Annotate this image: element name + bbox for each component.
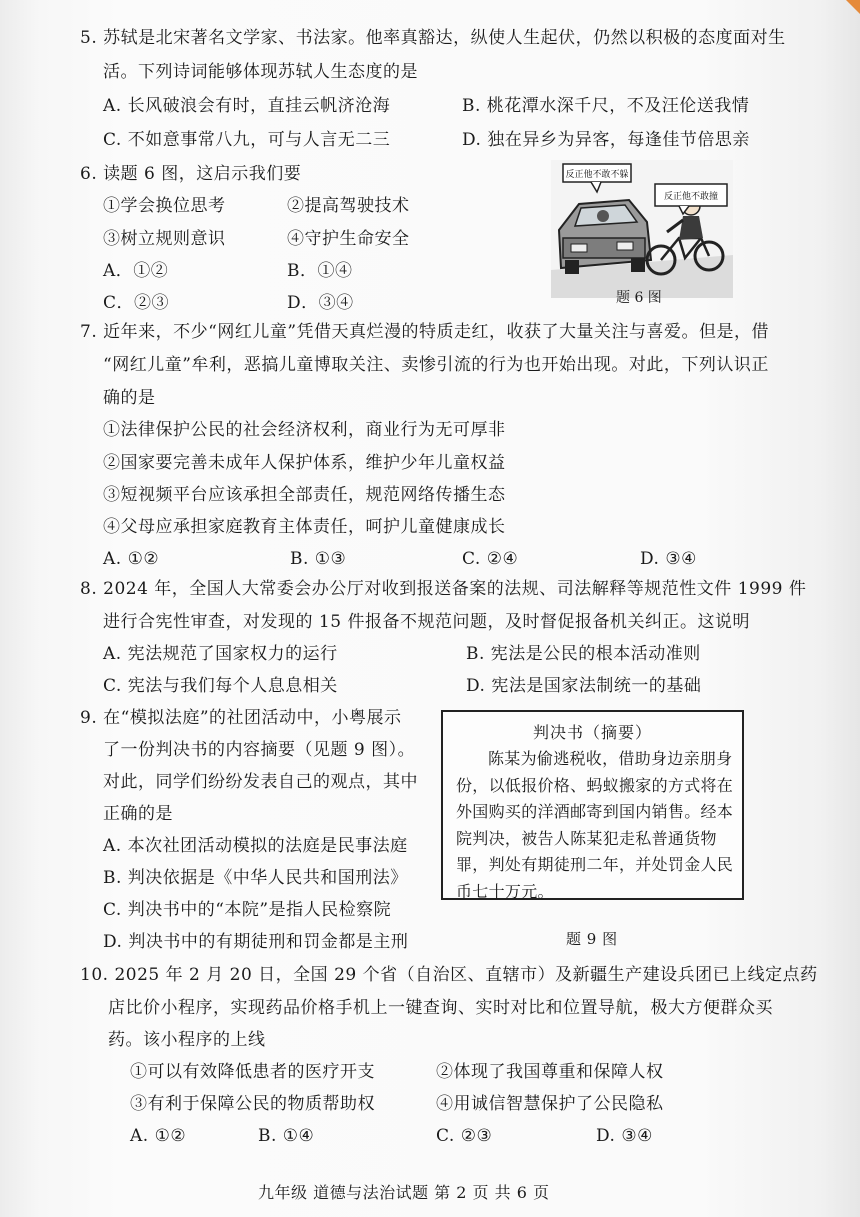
q8-option-a: A. 宪法规范了国家权力的运行: [103, 644, 338, 664]
q6-option-d: D．③④: [287, 293, 354, 313]
q10-option-a: A. ①②: [130, 1126, 187, 1146]
speech-bubble-1-text: 反正他不敢不躲: [565, 170, 629, 180]
judgment-body: 陈某为偷逃税收，借助身边亲朋身份，以低报价格、蚂蚁搬家的方式将在外国购买的洋酒邮寄到国内销售。经本院判决，被告人陈某犯走私普通货物罪，判处有期徒刑二年，并处罚金人民币七十万元。: [456, 749, 734, 901]
q10-stem-line1: 10. 2025 年 2 月 20 日，全国 29 个省（自治区、直辖市）及新疆生产建设兵团已上线定点药: [80, 965, 818, 985]
q8-option-c: C. 宪法与我们每个人息息相关: [103, 676, 338, 696]
q7-option-d: D. ③④: [640, 549, 697, 569]
q6-option-a: A．①②: [103, 261, 169, 281]
q9-option-a: A. 本次社团活动模拟的法庭是民事法庭: [103, 836, 408, 856]
q7-stem-line3: 确的是: [103, 388, 156, 408]
q7-option-b: B. ①③: [290, 549, 347, 569]
q9-option-d: D. 判决书中的有期徒刑和罚金都是主刑: [103, 932, 409, 952]
judgment-title: 判决书（摘要）: [532, 723, 652, 742]
q9-stem-line4: 正确的是: [103, 804, 173, 824]
q8-option-d: D. 宪法是国家法制统一的基础: [466, 676, 702, 696]
q7-option-a: A. ①②: [103, 549, 160, 569]
q9-option-c: C. 判决书中的“本院”是指人民检察院: [103, 900, 392, 920]
q6-stem: 6. 读题 6 图，这启示我们要: [80, 164, 302, 184]
q5-option-c: C. 不如意事常八九，可与人言无二三: [103, 130, 391, 150]
q6-figure-caption: 题 6 图: [616, 290, 662, 306]
page-corner-mark: [846, 0, 860, 14]
q6-statement-4: ④守护生命安全: [287, 229, 410, 249]
q6-statement-1: ①学会换位思考: [103, 196, 226, 216]
q5-option-b: B. 桃花潭水深千尺，不及汪伦送我情: [462, 96, 750, 116]
q10-statement-2: ②体现了我国尊重和保障人权: [436, 1062, 664, 1082]
q7-statement-4: ④父母应承担家庭教育主体责任，呵护儿童健康成长: [103, 517, 506, 537]
q5-option-a: A. 长风破浪会有时，直挂云帆济沧海: [103, 96, 391, 116]
q10-stem-line2: 店比价小程序，实现药品价格手机上一键查询、实时对比和位置导航，极大方便群众买: [108, 998, 773, 1018]
q10-option-c: C. ②③: [436, 1126, 493, 1146]
q9-stem-line2: 了一份判决书的内容摘要（见题 9 图）。: [103, 740, 416, 760]
q9-stem-line3: 对此，同学们纷纷发表自己的观点，其中: [103, 772, 418, 792]
q8-stem-line2: 进行合宪性审查，对发现的 15 件报备不规范问题，及时督促报备机关纠正。这说明: [103, 612, 750, 632]
q5-stem-line2: 活。下列诗词能够体现苏轼人生态度的是: [103, 62, 418, 82]
q6-cartoon-figure: [551, 160, 733, 298]
q7-option-c: C. ②④: [462, 549, 519, 569]
q6-option-b: B．①④: [287, 261, 353, 281]
q7-stem-line2: “网红儿童”牟利，恶搞儿童博取关注、卖惨引流的行为也开始出现。对此，下列认识正: [103, 355, 769, 375]
q6-statement-2: ②提高驾驶技术: [287, 196, 410, 216]
q10-statement-4: ④用诚信智慧保护了公民隐私: [436, 1094, 664, 1114]
q10-stem-line3: 药。该小程序的上线: [108, 1030, 266, 1050]
q6-option-c: C．②③: [103, 293, 170, 313]
q10-statement-3: ③有利于保障公民的物质帮助权: [130, 1094, 375, 1114]
q7-statement-3: ③短视频平台应该承担全部责任，规范网络传播生态: [103, 485, 506, 505]
q9-option-b: B. 判决依据是《中华人民共和国刑法》: [103, 868, 408, 888]
speech-bubble-2-text: 反正他不敢撞: [663, 192, 719, 202]
judgment-box: [441, 710, 744, 900]
q6-statement-3: ③树立规则意识: [103, 229, 226, 249]
q7-statement-2: ②国家要完善未成年人保护体系，维护少年儿童权益: [103, 453, 506, 473]
q5-stem-line1: 5. 苏轼是北宋著名文学家、书法家。他率真豁达，纵使人生起伏，仍然以积极的态度面对生: [80, 28, 786, 48]
q10-option-b: B. ①④: [258, 1126, 315, 1146]
q7-statement-1: ①法律保护公民的社会经济权利，商业行为无可厚非: [103, 420, 506, 440]
q7-stem-line1: 7. 近年来，不少“网红儿童”凭借天真烂漫的特质走红，收获了大量关注与喜爱。但是，借: [80, 322, 770, 342]
car-illustration: [559, 200, 651, 274]
q8-option-b: B. 宪法是公民的根本活动准则: [466, 644, 701, 664]
q10-option-d: D. ③④: [596, 1126, 653, 1146]
q10-statement-1: ①可以有效降低患者的医疗开支: [130, 1062, 375, 1082]
q9-stem-line1: 9. 在“模拟法庭”的社团活动中，小粤展示: [80, 708, 402, 728]
q5-option-d: D. 独在异乡为异客，每逢佳节倍思亲: [462, 130, 750, 150]
q8-stem-line1: 8. 2024 年，全国人大常委会办公厅对收到报送备案的法规、司法解释等规范性文件 1999 件: [80, 579, 807, 599]
page-footer: 九年级 道德与法治试题 第 2 页 共 6 页: [258, 1183, 550, 1202]
q9-figure-caption: 题 9 图: [566, 930, 618, 948]
